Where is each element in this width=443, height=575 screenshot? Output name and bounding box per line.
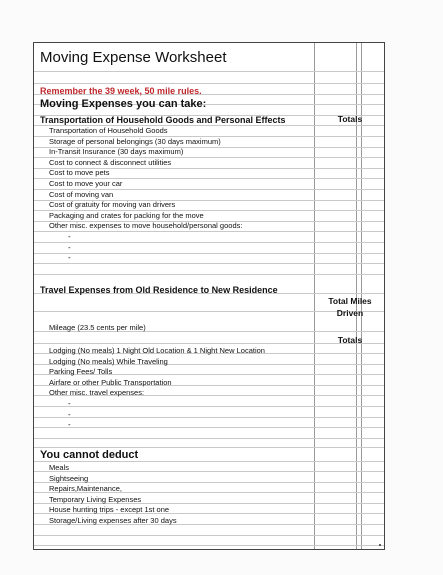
expense-item: - xyxy=(68,253,71,263)
expense-item: Packaging and crates for packing for the move xyxy=(49,210,204,220)
ruled-line xyxy=(34,438,384,439)
travel-item: Lodging (No meals) 1 Night Old Location & 1 Night New Location xyxy=(49,346,265,355)
expense-item: Cost of moving van xyxy=(49,189,114,199)
ruled-line xyxy=(34,242,384,243)
expense-item: Transportation of Household Goods xyxy=(49,126,168,135)
expense-item: Cost to connect & disconnect utilities xyxy=(49,157,172,167)
ruled-line xyxy=(34,406,384,407)
mileage-label: Mileage (23.5 cents per mile) xyxy=(49,323,146,332)
ruled-line xyxy=(34,447,384,448)
travel-item: - xyxy=(68,409,71,419)
nondeductible-item: Temporary Living Expenses xyxy=(49,494,142,504)
ruled-line xyxy=(34,461,384,462)
ruled-line xyxy=(34,535,384,536)
expense-item: In-Transit Insurance (30 days maximum) xyxy=(49,147,184,157)
expense-item: - xyxy=(68,242,71,252)
nondeductible-item: Sightseeing xyxy=(49,473,89,483)
totals-header: Totals xyxy=(337,114,363,124)
expense-item: - xyxy=(68,232,71,241)
section2-heading: Travel Expenses from Old Residence to New Residence xyxy=(40,285,278,295)
travel-item: - xyxy=(68,420,71,430)
travel-item: Airfare or other Public Transportation xyxy=(49,377,172,387)
total-miles-header: Total Miles Driven xyxy=(328,296,372,318)
expense-item: Cost to move your car xyxy=(49,179,123,188)
expense-item: Storage of personal belongings (30 days maximum) xyxy=(49,136,221,146)
expense-item: Cost of gratuity for moving van drivers xyxy=(49,200,176,210)
ruled-line xyxy=(34,83,384,84)
travel-item: Lodging (No meals) While Traveling xyxy=(49,356,168,366)
corner-mark xyxy=(379,544,381,546)
expense-item: Cost to move pets xyxy=(49,168,110,178)
nondeductible-item: Storage/Living expenses after 30 days xyxy=(49,516,177,525)
ruled-line xyxy=(34,274,384,275)
ruled-line xyxy=(34,253,384,254)
nondeductible-item: Meals xyxy=(49,463,70,472)
nondeductible-item: House hunting trips - except 1st one xyxy=(49,505,170,515)
expense-item: Other misc. expenses to move household/personal goods: xyxy=(49,221,243,231)
totals-header-2: Totals xyxy=(337,335,363,345)
can-take-heading: Moving Expenses you can take: xyxy=(40,98,207,110)
ruled-line xyxy=(34,471,384,472)
ruled-line xyxy=(34,231,384,232)
ruled-line xyxy=(34,427,384,428)
ruled-line xyxy=(34,417,384,418)
cannot-deduct-heading: You cannot deduct xyxy=(40,449,139,461)
page-title: Moving Expense Worksheet xyxy=(40,49,227,66)
travel-item: - xyxy=(68,399,71,408)
reminder-text: Remember the 39 week, 50 mile rules. xyxy=(40,86,202,96)
ruled-line xyxy=(34,263,384,264)
worksheet xyxy=(33,42,385,550)
section1-heading: Transportation of Household Goods and Personal Effects xyxy=(40,115,286,125)
travel-item: Parking Fees/ Tolls xyxy=(49,367,113,377)
ruled-line xyxy=(34,545,384,546)
nondeductible-item: Repairs,Maintenance, xyxy=(49,484,122,494)
travel-item: Other misc. travel expenses: xyxy=(49,388,145,398)
